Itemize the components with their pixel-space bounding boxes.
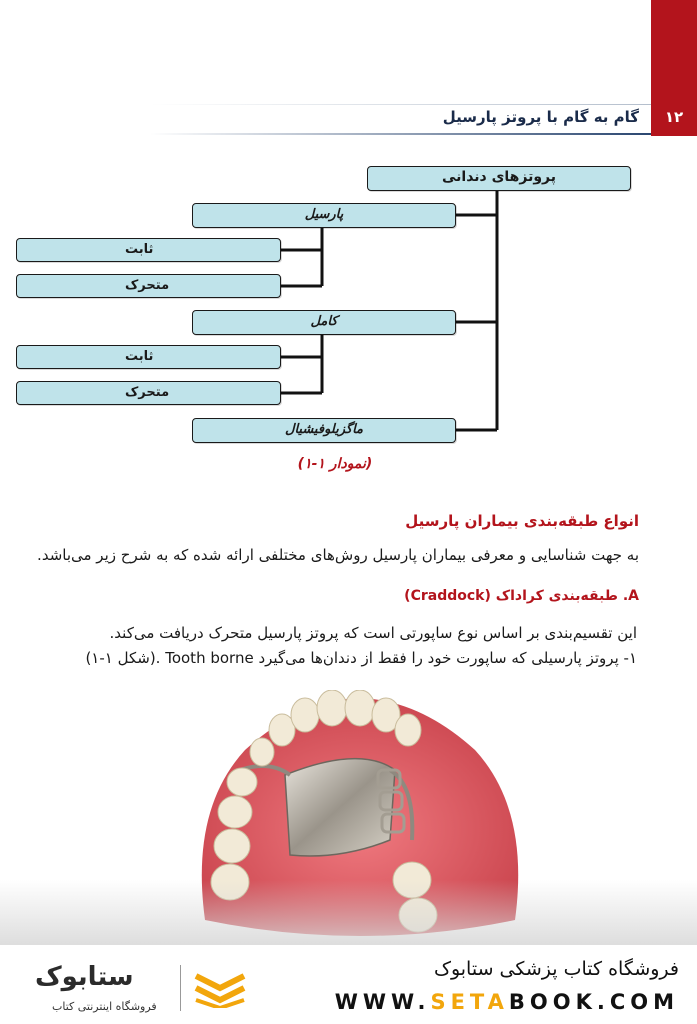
subsection-heading: A. طبقه‌بندی کراداک (Craddock)	[404, 588, 639, 604]
setabook-logo-icon	[192, 968, 248, 1008]
classification-diagram	[0, 0, 697, 480]
diagram-leaf-partial-fixed: ثابت	[16, 238, 281, 262]
running-header-title: گام به گام با پروتز پارسیل	[442, 108, 639, 126]
logo-divider	[180, 965, 181, 1011]
diagram-root: پروتزهای دندانی	[367, 166, 631, 191]
url-part-2: BOOK.COM	[508, 990, 679, 1014]
url-highlight: SETA	[430, 990, 509, 1014]
page-number: ۱۲	[664, 108, 684, 126]
intro-paragraph: به جهت شناسایی و معرفی بیماران پارسیل روش‌های مختلفی ارائه شده که به شرح زیر می‌باشد.	[37, 546, 639, 564]
footer-url[interactable]	[335, 990, 679, 1014]
logo-wordmark: ستابوک	[35, 962, 134, 992]
diagram-leaf-complete-fixed: ثابت	[16, 345, 281, 369]
diagram-caption: (نمودار ۱-۱)	[297, 456, 373, 472]
diagram-leaf-partial-removable: متحرک	[16, 274, 281, 298]
section-heading: انواع طبقه‌بندی بیماران پارسیل	[405, 512, 639, 530]
footer-shop-name: فروشگاه کتاب پزشکی ستابوک	[433, 958, 679, 980]
url-part-1: WWW.	[334, 990, 431, 1014]
bottom-fade	[0, 880, 697, 950]
diagram-branch-partial: پارسیل	[192, 203, 456, 228]
paragraph-2: ۱- پروتز پارسیلی که ساپورت خود را فقط از دندان‌ها می‌گیرد Tooth borne .(شکل ۱-۱)	[85, 649, 637, 667]
paragraph-1: این تقسیم‌بندی بر اساس نوع ساپورتی است که پروتز پارسیل متحرک دریافت می‌کند.	[109, 624, 637, 642]
diagram-branch-maxillofacial: ماگزیلوفیشیال	[192, 418, 456, 443]
logo-subtitle: فروشگاه اینترنتی کتاب	[52, 1000, 157, 1013]
diagram-leaf-complete-removable: متحرک	[16, 381, 281, 405]
diagram-branch-complete: کامل	[192, 310, 456, 335]
